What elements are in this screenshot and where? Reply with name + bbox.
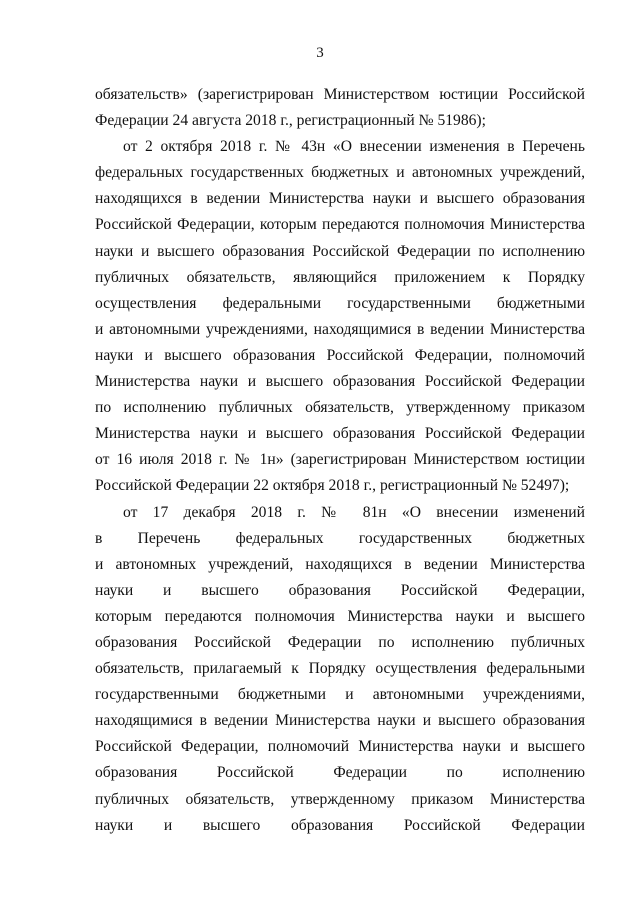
- text-line: в Перечень федеральных государственных бюджетных: [95, 529, 585, 547]
- text-line: науки и высшего образования Российской Федерации по исполнению: [95, 242, 585, 260]
- text-line: Министерства науки и высшего образования Российской Федерации: [95, 373, 585, 391]
- text-line: обязательств, прилагаемый к Порядку осуществления федеральными: [95, 660, 585, 678]
- page-number: 3: [316, 45, 324, 61]
- text-line: Федерации 24 августа 2018 г., регистрационный № 51986);: [95, 112, 486, 130]
- text-line: и автономными учреждениями, находящимися в ведении Министерства: [95, 320, 585, 338]
- text-line: науки и высшего образования Российской Федерации,: [95, 581, 585, 599]
- text-line: от 16 июля 2018 г. № 1н» (зарегистрирован Министерством юстиции: [95, 451, 585, 469]
- text-line: Российской Федерации, полномочий Министерства науки и высшего: [95, 738, 585, 756]
- text-line: находящимися в ведении Министерства науки и высшего образования: [95, 712, 585, 730]
- text-line: обязательств» (зарегистрирован Министерством юстиции Российской: [95, 86, 585, 103]
- text-line: публичных обязательств, утвержденному приказом Министерства: [95, 790, 585, 808]
- text-line: находящихся в ведении Министерства науки и высшего образования: [95, 190, 585, 208]
- text-line: государственными бюджетными и автономными учреждениями,: [95, 686, 585, 704]
- text-line: образования Российской Федерации по исполнению: [95, 764, 585, 782]
- text-line: которым передаются полномочия Министерства науки и высшего: [95, 607, 585, 625]
- body-text: [95, 82, 585, 839]
- text-line: Министерства науки и высшего образования Российской Федерации: [95, 425, 585, 443]
- text-line: осуществления федеральными государственными бюджетными: [95, 294, 585, 312]
- text-line: публичных обязательств, являющийся приложением к Порядку: [95, 268, 585, 286]
- text-line: Российской Федерации 22 октября 2018 г., регистрационный № 52497);: [95, 477, 570, 495]
- text-line: федеральных государственных бюджетных и автономных учреждений,: [95, 164, 585, 182]
- text-line: и автономных учреждений, находящихся в ведении Министерства: [95, 555, 585, 573]
- text-line: Российской Федерации, которым передаются полномочия Министерства: [95, 216, 585, 234]
- text-line: науки и высшего образования Российской Федерации: [95, 816, 585, 834]
- text-line: науки и высшего образования Российской Федерации, полномочий: [95, 346, 585, 364]
- text-line: от 17 декабря 2018 г. № 81н «О внесении изменений: [123, 503, 585, 521]
- text-line: образования Российской Федерации по исполнению публичных: [95, 633, 585, 651]
- text-line: от 2 октября 2018 г. № 43н «О внесении изменения в Перечень: [123, 138, 585, 156]
- text-line: по исполнению публичных обязательств, утвержденному приказом: [95, 399, 585, 417]
